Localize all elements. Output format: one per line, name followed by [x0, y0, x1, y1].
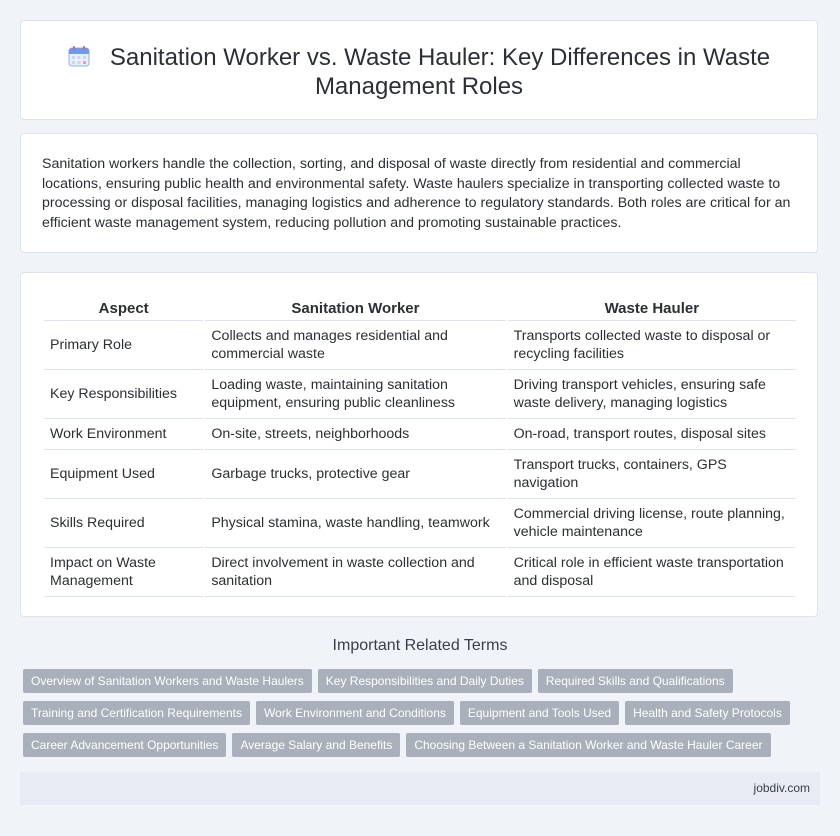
cell-waste-hauler: Transport trucks, containers, GPS navigation: [508, 450, 796, 499]
cell-waste-hauler: Critical role in efficient waste transportation and disposal: [508, 548, 796, 597]
tag-link[interactable]: Equipment and Tools Used: [460, 701, 619, 725]
cell-waste-hauler: On-road, transport routes, disposal sites: [508, 419, 796, 450]
intro-text: Sanitation workers handle the collection, sorting, and disposal of waste directly from residential and commercial locations, ensuring public health and environmental safety. Waste haulers specialize in transporting collected waste to processing or disposal facilities, managing logistics and adherence to regulatory standards. Both roles are critical for an efficient waste management system, reducing pollution and promoting sustainable practices.: [42, 156, 791, 231]
cell-waste-hauler: Driving transport vehicles, ensuring safe waste delivery, managing logistics: [508, 370, 796, 419]
related-terms-tags: [23, 669, 803, 765]
header-waste-hauler: Waste Hauler: [508, 296, 796, 321]
cell-waste-hauler: Transports collected waste to disposal or recycling facilities: [508, 321, 796, 370]
table-row: [44, 370, 796, 419]
header-aspect: Aspect: [44, 296, 203, 321]
page-title-wrap: [61, 43, 777, 101]
table-row: [44, 419, 796, 450]
tag-link[interactable]: Career Advancement Opportunities: [23, 733, 226, 757]
cell-aspect: Primary Role: [44, 321, 203, 370]
tag-link[interactable]: Training and Certification Requirements: [23, 701, 250, 725]
header-sanitation-worker: Sanitation Worker: [205, 296, 505, 321]
tag-link[interactable]: Key Responsibilities and Daily Duties: [318, 669, 532, 693]
tag-row: [23, 733, 803, 765]
cell-aspect: Key Responsibilities: [44, 370, 203, 419]
cell-aspect: Skills Required: [44, 499, 203, 548]
tag-link[interactable]: Overview of Sanitation Workers and Waste Haulers: [23, 669, 312, 693]
table-row: [44, 450, 796, 499]
table-row: [44, 321, 796, 370]
comparison-table: [42, 296, 798, 597]
table-row: [44, 548, 796, 597]
table-row: [44, 499, 796, 548]
cell-sanitation-worker: Garbage trucks, protective gear: [205, 450, 505, 499]
tag-link[interactable]: Average Salary and Benefits: [232, 733, 400, 757]
cell-aspect: Equipment Used: [44, 450, 203, 499]
cell-sanitation-worker: Collects and manages residential and commercial waste: [205, 321, 505, 370]
tag-row: [23, 669, 803, 701]
header-card: [20, 20, 818, 120]
tag-link[interactable]: Health and Safety Protocols: [625, 701, 790, 725]
cell-sanitation-worker: Physical stamina, waste handling, teamwork: [205, 499, 505, 548]
page-title: Sanitation Worker vs. Waste Hauler: Key Differences in Waste Management Roles: [109, 44, 771, 100]
tag-row: [23, 701, 803, 733]
tag-link[interactable]: Choosing Between a Sanitation Worker and Waste Hauler Career: [406, 733, 770, 757]
intro-card: [20, 133, 818, 253]
cell-sanitation-worker: Direct involvement in waste collection and sanitation: [205, 548, 505, 597]
table-header-row: [44, 296, 796, 321]
tag-link[interactable]: Required Skills and Qualifications: [538, 669, 733, 693]
comparison-card: [20, 272, 818, 617]
cell-aspect: Work Environment: [44, 419, 203, 450]
footer-bar: [20, 772, 820, 805]
cell-sanitation-worker: Loading waste, maintaining sanitation equipment, ensuring public cleanliness: [205, 370, 505, 419]
cell-aspect: Impact on Waste Management: [44, 548, 203, 597]
tag-link[interactable]: Work Environment and Conditions: [256, 701, 454, 725]
footer-site-link[interactable]: jobdiv.com: [753, 781, 810, 795]
cell-sanitation-worker: On-site, streets, neighborhoods: [205, 419, 505, 450]
calendar-icon: [68, 45, 90, 67]
cell-waste-hauler: Commercial driving license, route planning, vehicle maintenance: [508, 499, 796, 548]
related-terms-title: Important Related Terms: [332, 637, 508, 654]
